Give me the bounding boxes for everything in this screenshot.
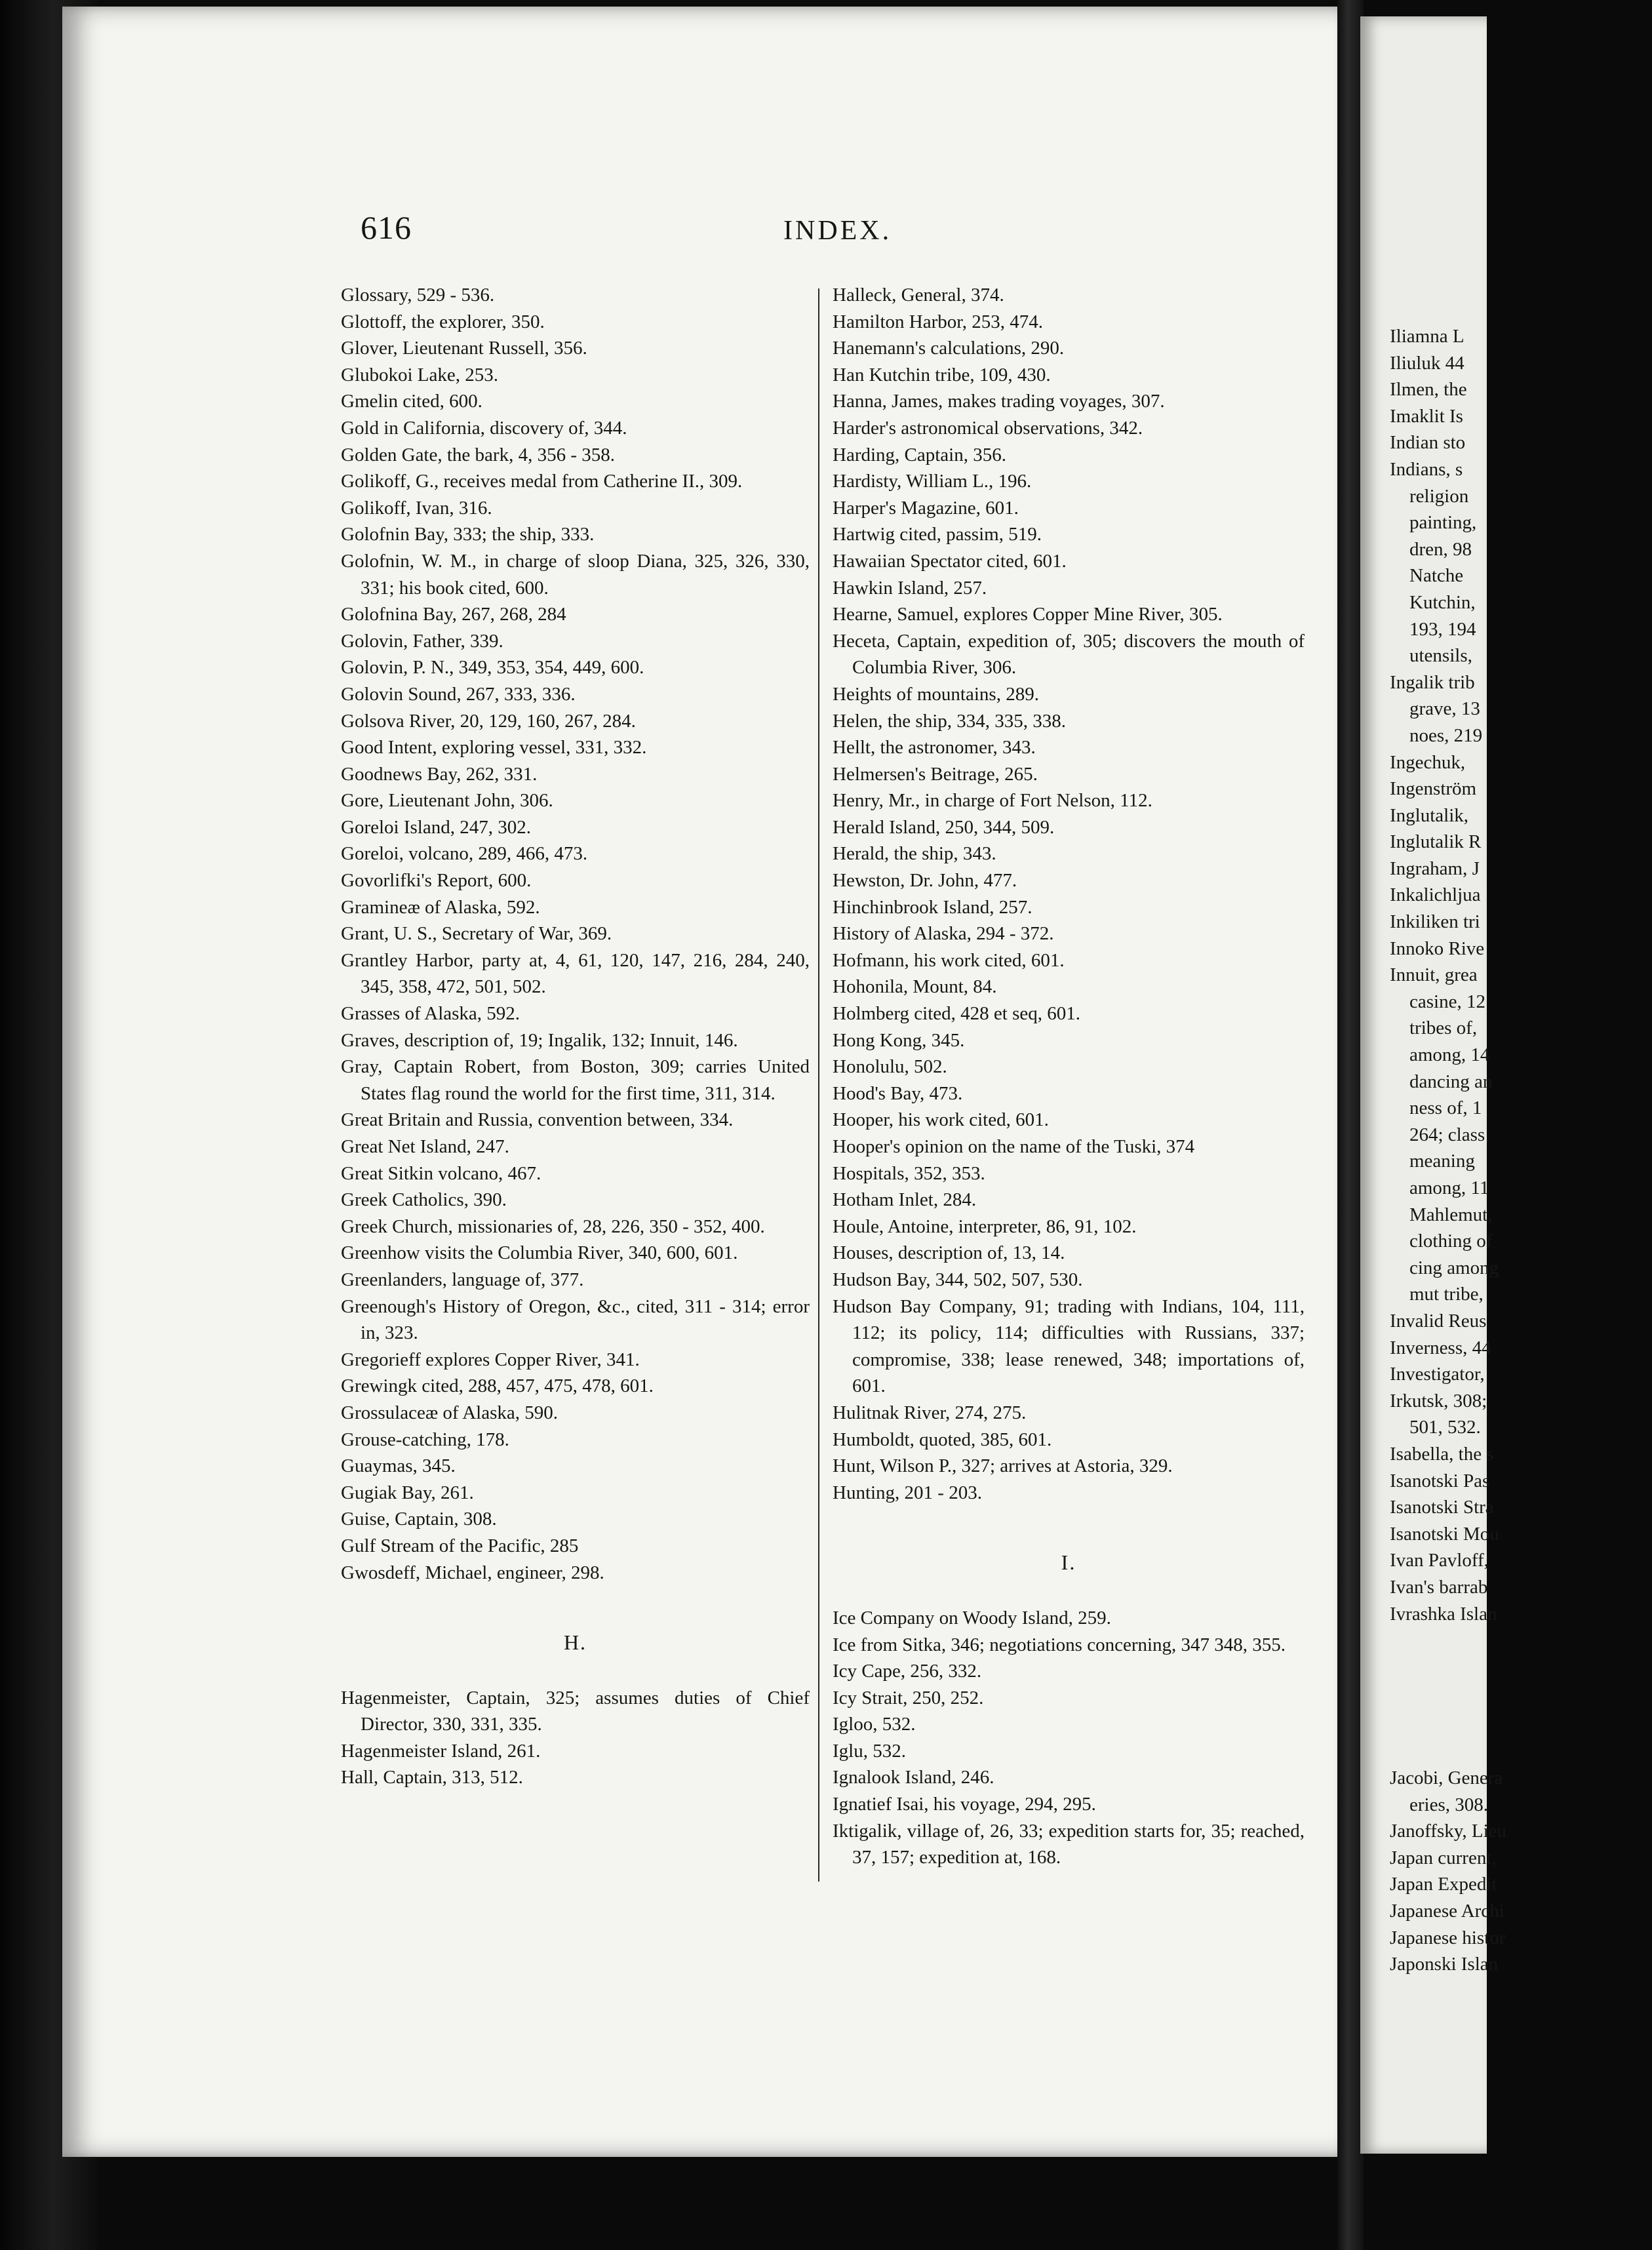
index-entry: Hawkin Island, 257.: [833, 577, 987, 599]
index-entry: Houle, Antoine, interpreter, 86, 91, 102.: [833, 1215, 1137, 1237]
index-entry: Gore, Lieutenant John, 306.: [341, 790, 553, 812]
index-entry: Herald, the ship, 343.: [833, 843, 996, 865]
index-entry-fragment: Ilmen, the: [1390, 379, 1467, 401]
index-entry-fragment: Investigator,: [1390, 1364, 1485, 1385]
index-entry: Iktigalik, village of, 26, 33; expedition starts for, 35; reached, 37, 157; expedition at, 168.: [833, 1820, 1305, 1868]
index-entry: Hospitals, 352, 353.: [833, 1162, 985, 1184]
index-entry: Helen, the ship, 334, 335, 338.: [833, 710, 1067, 732]
index-entry: Harding, Captain, 356.: [833, 444, 1006, 465]
index-entry-fragment: Japanese Archi: [1390, 1901, 1504, 1922]
index-entry-fragment: 501, 532.: [1409, 1417, 1481, 1438]
index-entry-fragment: painting,: [1409, 512, 1477, 534]
index-entry: Halleck, General, 374.: [833, 285, 1004, 306]
index-entry-fragment: Inkiliken tri: [1390, 911, 1480, 933]
index-entry: History of Alaska, 294 - 372.: [833, 923, 1054, 945]
index-entry: Golovin, P. N., 349, 353, 354, 449, 600.: [341, 657, 644, 679]
index-column-left: [341, 282, 810, 1791]
index-entry-fragment: Kutchin,: [1409, 591, 1476, 613]
index-entry-fragment: ness of, 1: [1409, 1097, 1482, 1119]
letter-heading: I.: [1061, 1550, 1076, 1575]
index-entry: Grantley Harbor, party at, 4, 61, 120, 147, 216, 284, 240, 345, 358, 472, 501, 502.: [341, 949, 810, 998]
index-entry-fragment: 193, 194: [1409, 618, 1476, 640]
index-entry-fragment: Natche: [1409, 565, 1464, 587]
index-entry: Greenhow visits the Columbia River, 340, 600, 601.: [341, 1242, 738, 1264]
index-entry-fragment: mut tribe,: [1409, 1284, 1484, 1305]
index-entry: Golsova River, 20, 129, 160, 267, 284.: [341, 710, 636, 732]
index-entry: Gray, Captain Robert, from Boston, 309; carries United States flag round the world for the first time, 311, 314.: [341, 1056, 810, 1104]
index-entry: Hardisty, William L., 196.: [833, 471, 1032, 492]
index-entry: Golofnin Bay, 333; the ship, 333.: [341, 524, 595, 545]
index-entry-fragment: tribes of,: [1409, 1017, 1478, 1039]
index-entry-fragment: dren, 98: [1409, 538, 1472, 560]
index-entry: Goreloi Island, 247, 302.: [341, 816, 531, 838]
index-entry: Golovin, Father, 339.: [341, 630, 503, 652]
index-entry: Graves, description of, 19; Ingalik, 132; Innuit, 146.: [341, 1029, 738, 1051]
index-entry-fragment: Indians, s: [1390, 458, 1463, 480]
index-entry: Gulf Stream of the Pacific, 285: [341, 1535, 579, 1556]
index-entry: Hulitnak River, 274, 275.: [833, 1402, 1027, 1423]
index-entry-fragment: clothing of: [1409, 1231, 1493, 1252]
index-entry: Good Intent, exploring vessel, 331, 332.: [341, 737, 647, 759]
index-entry: Gmelin cited, 600.: [341, 391, 482, 412]
index-entry-fragment: cing among: [1409, 1257, 1499, 1278]
index-entry: Glossary, 529 - 536.: [341, 285, 495, 306]
index-entry: Hagenmeister, Captain, 325; assumes duties of Chief Director, 330, 331, 335.: [341, 1687, 810, 1735]
index-entry: Ice Company on Woody Island, 259.: [833, 1607, 1111, 1628]
index-entry: Great Net Island, 247.: [341, 1136, 509, 1157]
index-entry: Grossulaceæ of Alaska, 590.: [341, 1402, 559, 1423]
index-entry: Gregorieff explores Copper River, 341.: [341, 1349, 640, 1370]
index-entry: Hagenmeister Island, 261.: [341, 1740, 541, 1762]
index-entry: Henry, Mr., in charge of Fort Nelson, 112.: [833, 790, 1152, 812]
index-entry: Grasses of Alaska, 592.: [341, 1003, 521, 1025]
index-entry: Grouse-catching, 178.: [341, 1429, 509, 1450]
index-entry: Glottoff, the explorer, 350.: [341, 311, 545, 332]
index-entry-fragment: Inkalichljua: [1390, 884, 1481, 906]
index-entry-fragment: grave, 13: [1409, 698, 1480, 720]
index-entry: Hunting, 201 - 203.: [833, 1482, 982, 1503]
index-entry: Hong Kong, 345.: [833, 1029, 965, 1051]
index-column-right: [833, 282, 1305, 1871]
next-page-column: [1390, 323, 1652, 1978]
index-entry: Gugiak Bay, 261.: [341, 1482, 474, 1503]
index-entry-fragment: Janoffsky, Lieu: [1390, 1821, 1506, 1842]
index-entry: Hanna, James, makes trading voyages, 307.: [833, 391, 1165, 412]
index-entry: Hanemann's calculations, 290.: [833, 338, 1065, 359]
index-entry-fragment: Inglutalik,: [1390, 804, 1469, 826]
index-entry: Icy Cape, 256, 332.: [833, 1661, 982, 1682]
index-entry: Glubokoi Lake, 253.: [341, 364, 499, 385]
index-entry-fragment: Iliamna L: [1390, 326, 1465, 347]
index-entry: Hewston, Dr. John, 477.: [833, 870, 1017, 892]
index-entry: Hofmann, his work cited, 601.: [833, 949, 1065, 971]
index-entry: Grant, U. S., Secretary of War, 369.: [341, 923, 612, 945]
index-entry-fragment: Imaklit Is: [1390, 405, 1463, 427]
next-page-edge: [1360, 16, 1506, 2154]
index-entry: Gramineæ of Alaska, 592.: [341, 896, 540, 918]
index-entry: Hood's Bay, 473.: [833, 1082, 963, 1104]
index-entry-fragment: Ingechuk,: [1390, 751, 1466, 773]
index-entry: Gwosdeff, Michael, engineer, 298.: [341, 1562, 604, 1583]
index-entry: Herald Island, 250, 344, 509.: [833, 816, 1055, 838]
index-entry: Han Kutchin tribe, 109, 430.: [833, 364, 1051, 385]
index-entry-fragment: Irkutsk, 308;: [1390, 1390, 1487, 1411]
index-entry: Helmersen's Beitrage, 265.: [833, 763, 1038, 785]
index-entry: Houses, description of, 13, 14.: [833, 1242, 1065, 1264]
index-entry: Hearne, Samuel, explores Copper Mine River, 305.: [833, 604, 1223, 625]
index-entry: Icy Strait, 250, 252.: [833, 1687, 984, 1708]
index-entry: Govorlifki's Report, 600.: [341, 870, 532, 892]
index-entry-fragment: Isabella, the s: [1390, 1443, 1494, 1465]
index-entry-fragment: Inverness, 44: [1390, 1337, 1491, 1358]
index-entry: Igloo, 532.: [833, 1714, 916, 1735]
index-entry: Hawaiian Spectator cited, 601.: [833, 550, 1067, 572]
index-entry: Golikoff, Ivan, 316.: [341, 497, 492, 519]
index-entry: Goreloi, volcano, 289, 466, 473.: [341, 843, 588, 865]
index-entry-fragment: Invalid Reus: [1390, 1310, 1487, 1332]
index-entry-fragment: Inglutalik R: [1390, 831, 1482, 853]
index-entry: Grewingk cited, 288, 457, 475, 478, 601.: [341, 1375, 654, 1397]
index-entry: Heceta, Captain, expedition of, 305; discovers the mouth of Columbia River, 306.: [833, 630, 1305, 679]
index-entry: Ignalook Island, 246.: [833, 1767, 994, 1788]
index-entry: Harper's Magazine, 601.: [833, 497, 1019, 519]
index-entry: Hooper's opinion on the name of the Tuski, 374: [833, 1136, 1195, 1157]
index-entry: Hartwig cited, passim, 519.: [833, 524, 1042, 545]
index-entry-fragment: religion: [1409, 485, 1469, 507]
index-entry: Glover, Lieutenant Russell, 356.: [341, 338, 587, 359]
index-entry-fragment: Ingenström: [1390, 778, 1477, 800]
index-entry: Honolulu, 502.: [833, 1056, 947, 1078]
index-entry: Iglu, 532.: [833, 1740, 906, 1762]
index-entry: Harder's astronomical observations, 342.: [833, 417, 1143, 439]
column-divider: [818, 288, 819, 1882]
index-entry: Gold in California, discovery of, 344.: [341, 417, 627, 439]
index-entry-fragment: dancing an: [1409, 1071, 1493, 1092]
index-entry: Golofnina Bay, 267, 268, 284: [341, 604, 566, 625]
index-entry-fragment: utensils,: [1409, 645, 1472, 667]
index-entry: Holmberg cited, 428 et seq, 601.: [833, 1003, 1081, 1025]
index-entry-fragment: among, 14: [1409, 1044, 1490, 1066]
index-entry: Greek Church, missionaries of, 28, 226, 350 - 352, 400.: [341, 1215, 765, 1237]
index-entry-fragment: Ivan's barrab: [1390, 1576, 1488, 1598]
index-entry: Greenough's History of Oregon, &c., cited, 311 - 314; error in, 323.: [341, 1295, 810, 1344]
letter-heading: H.: [563, 1630, 587, 1655]
index-entry-fragment: Indian sto: [1390, 432, 1466, 454]
index-entry: Hooper, his work cited, 601.: [833, 1109, 1049, 1131]
index-entry-fragment: among, 11: [1409, 1177, 1489, 1198]
index-entry-fragment: eries, 308.: [1409, 1794, 1488, 1815]
index-entry: Hohonila, Mount, 84.: [833, 976, 997, 998]
page-number: 616: [361, 209, 412, 246]
index-entry-fragment: Japan current,: [1390, 1847, 1497, 1868]
index-entry: Heights of mountains, 289.: [833, 683, 1039, 705]
index-entry-fragment: Japonski Islan: [1390, 1954, 1499, 1975]
index-entry-fragment: Jacobi, Genera: [1390, 1767, 1503, 1789]
index-entry: Goodnews Bay, 262, 331.: [341, 763, 538, 785]
index-entry: Hunt, Wilson P., 327; arrives at Astoria, 329.: [833, 1455, 1173, 1477]
index-entry-fragment: Japan Expedit: [1390, 1874, 1497, 1895]
index-entry: Hellt, the astronomer, 343.: [833, 737, 1036, 759]
index-entry: Humboldt, quoted, 385, 601.: [833, 1429, 1052, 1450]
index-entry: Hotham Inlet, 284.: [833, 1189, 977, 1211]
index-entry: Hall, Captain, 313, 512.: [341, 1767, 523, 1788]
index-entry: Great Sitkin volcano, 467.: [341, 1162, 541, 1184]
index-entry-fragment: noes, 219: [1409, 724, 1483, 746]
index-entry: Hudson Bay, 344, 502, 507, 530.: [833, 1269, 1083, 1290]
section-gap: [1390, 1627, 1652, 1765]
index-entry-fragment: Ingalik trib: [1390, 671, 1475, 693]
index-entry-fragment: Isanotski Mou: [1390, 1523, 1499, 1545]
index-entry: Golovin Sound, 267, 333, 336.: [341, 683, 576, 705]
index-entry: Guise, Captain, 308.: [341, 1509, 497, 1530]
index-entry: Golden Gate, the bark, 4, 356 - 358.: [341, 444, 615, 465]
index-entry-fragment: meaning: [1409, 1151, 1475, 1172]
index-entry-fragment: Ingraham, J: [1390, 858, 1480, 879]
index-entry-fragment: Mahlemut,: [1409, 1204, 1493, 1225]
index-entry-fragment: 264; class: [1409, 1124, 1485, 1145]
index-entry: Hamilton Harbor, 253, 474.: [833, 311, 1044, 332]
index-entry-fragment: Innoko Rive: [1390, 938, 1485, 959]
index-entry-fragment: Isanotski Stra: [1390, 1497, 1494, 1518]
index-entry: Greek Catholics, 390.: [341, 1189, 507, 1211]
index-entry: Hinchinbrook Island, 257.: [833, 896, 1032, 918]
index-entry: Golikoff, G., receives medal from Catherine II., 309.: [341, 471, 743, 492]
index-entry: Golofnin, W. M., in charge of sloop Diana, 325, 326, 330, 331; his book cited, 600.: [341, 550, 810, 599]
index-entry-fragment: Ivrashka Islan: [1390, 1603, 1497, 1625]
page-gutter: [1337, 0, 1364, 2250]
index-entry: Hudson Bay Company, 91; trading with Indians, 104, 111, 112; its policy, 114; difficulties with Russians, 337; compromise, 338; lease renewed, 348; importations of, 601.: [833, 1295, 1305, 1397]
index-entry-fragment: Japanese histor: [1390, 1927, 1506, 1948]
index-entry-fragment: casine, 12: [1409, 991, 1485, 1012]
index-entry-fragment: Isanotski Pas: [1390, 1470, 1490, 1491]
index-entry-fragment: Ivan Pavloff,: [1390, 1550, 1489, 1571]
index-entry-fragment: Iliuluk 44: [1390, 352, 1465, 374]
running-head: INDEX.: [783, 216, 892, 246]
index-entry: Ignatief Isai, his voyage, 294, 295.: [833, 1794, 1096, 1815]
index-entry: Guaymas, 345.: [341, 1455, 456, 1477]
index-entry-fragment: Innuit, grea: [1390, 964, 1478, 986]
index-entry: Greenlanders, language of, 377.: [341, 1269, 584, 1290]
index-entry: Ice from Sitka, 346; negotiations concerning, 347 348, 355.: [833, 1634, 1286, 1655]
index-entry: Great Britain and Russia, convention between, 334.: [341, 1109, 734, 1131]
